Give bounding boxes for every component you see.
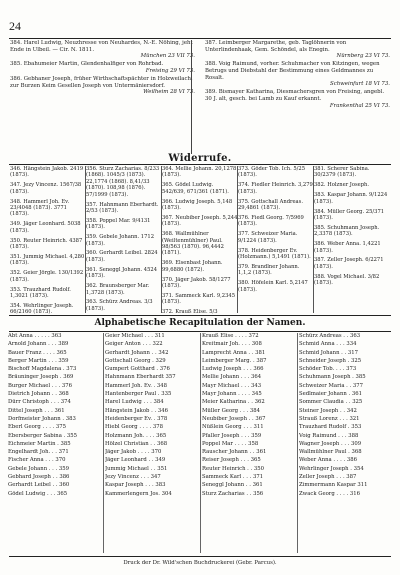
- index-entry: Dürr Christoph . . . 374: [8, 399, 71, 406]
- index-entry: Schmid Johann . . 317: [299, 349, 359, 356]
- index-entry: Sommer Claudia . . 325: [299, 399, 363, 406]
- column-divider: [191, 40, 192, 154]
- widerruf-entry: 371. Sammeck Karl. 9,2345 (1873).: [162, 293, 236, 306]
- widerruf-entry: 377. Schweizer Maria. 9/1224 (1873).: [238, 231, 298, 244]
- widerruf-entry: 372. Krauß Elise. 5/3: [162, 309, 218, 314]
- index-entry: Strauß Lorenz . . . 321: [299, 415, 360, 422]
- index-entry: Reuter Heinrich . . 350: [202, 465, 265, 472]
- index-entry: Nüßlein Georg . . . 311: [202, 424, 264, 431]
- index-entry: Pfaller Joseph . . . 359: [202, 432, 262, 439]
- widerruf-entry: 369. Elsenbast Johann. 99,6880 (1872).: [162, 260, 223, 273]
- index-entry: Trauzhard Rudolf . 353: [299, 424, 362, 431]
- widerruf-entry: 346. Hängstein Jakob. 2419 (1873).: [10, 166, 84, 179]
- widerruf-entry: 387. Zeller Joseph. 6/2271 (1873).: [314, 257, 384, 270]
- widerruf-entry: 386. Weber Anna. 1,4221 (1873).: [314, 241, 381, 254]
- widerruf-entry: 380. Höfelein Karl. 5,2147 (1873).: [238, 280, 308, 293]
- notice-section: [10, 40, 390, 156]
- widerruf-entry: 367. Neubiber Joseph. 5,244 (1873).: [162, 214, 238, 228]
- index-entry: Poppel Mar . . . . 358: [202, 440, 259, 447]
- widerruf-entry: 384. Müller Georg. 25/371 (1873).: [314, 208, 385, 221]
- widerruf-entry: 348. Hammerl Joh. Ev. 23/4048 (1873). 3771 (1873).: [10, 198, 70, 218]
- widerruf-entry: 388. Vogel Michael. 3/82 (1873).: [314, 273, 380, 287]
- widerruf-entry: 379. Brandlner Johann. 1,1,2 (1873).: [238, 263, 300, 277]
- index-entry: Harel Ludwig . . . 384: [105, 399, 164, 406]
- column-divider: [313, 166, 314, 313]
- index-entry: Weber Anna . . . . 386: [299, 457, 357, 464]
- index-entry: Gebele Johann . . . 359: [8, 465, 70, 472]
- index-entry: Ludwig Joseph . . . 366: [202, 366, 264, 373]
- index-entry: Bauer Franz . . . . 365: [8, 349, 67, 356]
- column-divider: [237, 166, 238, 313]
- index-entry: Rauscher Johann . . 361: [202, 449, 267, 456]
- section-rule: [9, 556, 391, 557]
- index-entry: Hölzel Christian . . 368: [105, 440, 168, 447]
- widerruf-entry: 385. Schuhmann Joseph. 2,3378 (1873).: [314, 224, 380, 238]
- index-entry: Bräuninger Joseph . 369: [8, 374, 74, 381]
- index-entry: Zeller Joseph . . . 387: [299, 474, 357, 481]
- index-entry: Dorfmeister Johann . 383: [8, 415, 76, 422]
- index-entry: Holzmann Joh. . . . 365: [105, 432, 167, 439]
- index-entry: Gödel Ludwig . . . 365: [8, 490, 68, 497]
- widerruf-entry: 360. Gerhardt Leibel. 2824 (1873).: [86, 250, 158, 263]
- notice-entry: 388. Voig Raimund, vorher. Schuhmacher von Kitzingen, wegen Betrugs und Diebstahl der Bestimmung eines Geldmannes zu Rosalt. Schweinfurt 18 VI 73.: [205, 61, 390, 88]
- index-entry: Dietrich Johann . . 368: [8, 391, 69, 398]
- index-entry: Gerhardt Johann . . 342: [105, 349, 169, 356]
- index-entry: Heidenberger Ev. . 378: [105, 415, 168, 422]
- widerruf-entry: 373. Göder Tob. Ich. 5/25 (1873).: [238, 166, 306, 179]
- top-rule: [9, 38, 391, 39]
- widerruf-column: [86, 166, 162, 314]
- page-number: 24: [9, 19, 21, 33]
- notice-entry: 387. Leimberger Margarethe, geb. Taglöhnerin von Unterlindenhaak, Gem. Schöndel, als Enegin. Nürnberg 23 VI 73.: [205, 40, 390, 60]
- index-entry: Mellie Johann . . . 364: [202, 374, 262, 381]
- notice-column-left: [10, 40, 195, 98]
- widerruf-entry: 353. Trauzhard Rudolf. 1,3021 (1873).: [10, 286, 71, 299]
- column-divider: [161, 166, 162, 313]
- notice-entry: 385. Ebahumeier Martin, Glendenhalfiger von Rohrbad. Freising 29 VI 73.: [10, 61, 195, 74]
- index-entry: Wehrlinger Joseph . 354: [299, 465, 364, 472]
- index-entry: Hantenberger Paul . 335: [105, 391, 172, 398]
- column-divider: [103, 333, 104, 553]
- widerruf-entry: 381. Scherer Sabina. 30/2379 (1873).: [314, 166, 370, 179]
- widerruf-entry: 357. Hahnmann Eberhardt. 2/53 (1873).: [86, 201, 159, 214]
- index-entry: Geiger Anton . . . 322: [105, 341, 163, 348]
- widerruf-column: [238, 166, 314, 314]
- index-entry: Schweizer Maria . . 377: [299, 382, 364, 389]
- index-entry: Lamprecht Anna . . 381: [202, 349, 266, 356]
- index-entry: Schmid Anna . . . 334: [299, 341, 357, 348]
- index-entry: Jezy Vincenz . . . 347: [105, 474, 161, 481]
- index-entry: Hammerl Joh. Ev. . 348: [105, 382, 168, 389]
- notice-entry: 389. Bismayer Katharina, Diesmachersgren von Freising, angebl. 30 J. alt, gesch. bei Lamb zu Kauf erkannt. Frankenthal 25 VI 73.: [205, 89, 390, 109]
- widerruf-entry: 363. Schürz Andreas. 3/3 (1873).: [86, 299, 153, 312]
- widerruf-entry: 374. Fiedler Heinrich. 3,279 (1873).: [238, 182, 313, 195]
- widerruf-entry: 364. Mellie Johann. 20,1278 (1873).: [162, 166, 237, 179]
- heading-alphabetical-recap: Alphabetische Recapitulation der Namen.: [94, 318, 306, 328]
- index-entry: Engelhardt Joh. . . 371: [8, 449, 69, 456]
- index-entry: Ebersberger Sabina . 355: [8, 432, 78, 439]
- notice-column-right: [205, 40, 390, 111]
- index-entry: Berger Martin . . . 359: [8, 357, 69, 364]
- widerruf-entry: 356. Sturz Zacharias. 8/233 (1868). 1045/3 (1873). 22,1774 (1868). 8,41/33 (1870). 108,98 (1876). 57/1999 (1873).: [86, 166, 160, 198]
- widerruf-entry: 354. Wehrlinger Joseph. 66/2160 (1873).: [10, 302, 74, 314]
- index-entry: Müller Georg . . . 384: [202, 407, 260, 414]
- index-entry: Wallmühlner Paul . 368: [299, 449, 362, 456]
- index-entry: Dittel Joseph . . . 361: [8, 407, 65, 414]
- widerruf-entry: 365. Gödel Ludwig. 542/639, 671/361 (1871).: [162, 182, 229, 195]
- index-entry: Kammerlengern Jos. 304: [105, 490, 172, 497]
- widerruf-column: [314, 166, 390, 314]
- index-entry: Gumpert Gotthard . 376: [105, 366, 170, 373]
- index-entry: Gerhardt Leibel . . 360: [8, 482, 70, 489]
- index-entry: Zwack Georg . . . . 316: [299, 490, 360, 497]
- index-entry: Jäger Jakob . . . . 370: [105, 449, 162, 456]
- index-entry: Voig Raimund . . . 388: [299, 432, 359, 439]
- widerruf-entry: 370. Jäger Jakob. 58/1277 (1873).: [162, 276, 231, 290]
- index-entry: Jummig Michael . . 351: [105, 465, 168, 472]
- printer-imprint: Druck der Dr. Wild'schen Buchdruckerei (Gebr. Parcus).: [123, 560, 277, 566]
- widerruf-entry: 378. Heidenberger Ev. (Holzmann.) 5,1491 (1871).: [238, 247, 311, 260]
- index-entry: Bischoff Magdalena . 373: [8, 366, 77, 373]
- index-entry: Schneider Joseph . 325: [299, 357, 362, 364]
- index-entry: Mayr Michael . . . 343: [202, 382, 262, 389]
- index-entry: Wagner Joseph . . . 309: [299, 440, 362, 447]
- widerruf-entry: 382. Holzner Joseph.: [314, 182, 370, 189]
- index-entry: Abt Anna . . . . . 363: [8, 333, 62, 339]
- index-entry: Arnold Johann . . . 389: [8, 341, 69, 348]
- index-entry: Kaspar Joseph . . . 383: [105, 482, 166, 489]
- notice-entry: 384. Harel Ludwig, Neuzhresse von Neuhardes, N.-E. Nöhing, jeht Ende in Ulbeil. — Cir. N. 1811. München 23 VII 73.: [10, 40, 195, 60]
- index-entry: Eichmeier Martin . 385: [8, 440, 71, 447]
- index-entry: Mayr Johann . . . . 345: [202, 391, 262, 398]
- widerruf-entry: 349. Jäger Leonhard. 5038 (1873).: [10, 221, 81, 234]
- index-entry: Seneggl Johann . . 361: [202, 482, 263, 489]
- index-column: [299, 332, 391, 498]
- column-divider: [200, 333, 201, 553]
- widerruf-entry: 383. Kaspar Johann. 9/1224 (1873).: [314, 192, 388, 205]
- section-rule: [9, 315, 391, 316]
- index-entry: Sedlmaier Johann . 361: [299, 391, 362, 398]
- widerruf-column: [162, 166, 238, 314]
- widerruf-entry: 352. Geier Jörgle. 130/1392 (1873).: [10, 270, 84, 283]
- index-column: [8, 332, 100, 498]
- widerruf-entry: 361. Seneggl Johann. 4524 (1873).: [86, 266, 158, 280]
- index-entry: Zimmermann Kaspar 311: [299, 482, 368, 489]
- index-entry: Sammeck Karl . . . 371: [202, 474, 264, 481]
- widerruf-section: [10, 166, 390, 314]
- index-entry: Gottschall Georg . 329: [105, 357, 166, 364]
- widerruf-entry: 362. Braunsberger Mar. 1,3728 (1873).: [86, 283, 150, 296]
- widerruf-entry: 347. Jezy Vincenz. 1567/38 (1873).: [10, 182, 82, 195]
- index-entry: Schürz Andreas . . 363: [299, 333, 361, 339]
- index-entry: Burger Michael . . . 376: [8, 382, 72, 389]
- index-entry: Steiner Joseph . . 342: [299, 407, 357, 414]
- index-entry: Sturz Zacharias . . 356: [202, 490, 264, 497]
- notice-entry: 386. Gebhaner Joseph, früher Wirthschaftspächter in Holzweilach, zur Burzen Keim Gesellen Joseph von Untermäniersdorf. Weilheim 28 VI 73.: [10, 76, 195, 96]
- index-entry: Geier Michael . . . 311: [105, 333, 165, 339]
- index-entry: Eberl Georg . . . . 375: [8, 424, 67, 431]
- index-column: [105, 332, 197, 498]
- column-divider: [297, 333, 298, 553]
- index-entry: Hiebl Georg . . . . 378: [105, 424, 163, 431]
- section-rule: [9, 164, 391, 165]
- index-entry: Gebhard Joseph . . 386: [8, 474, 70, 481]
- index-entry: Fischer Anna . . . 370: [8, 457, 66, 464]
- widerruf-entry: 351. Jummig Michael. 4,280 (1873).: [10, 253, 85, 267]
- widerruf-entry: 358. Poppel Mar. 9/4131 (1873).: [86, 217, 151, 231]
- column-divider: [85, 166, 86, 313]
- index-entry: Kreitmair Joh. . . . 308: [202, 341, 262, 348]
- widerruf-entry: 359. Gebele Johann. 1712 (1873).: [86, 234, 154, 247]
- widerruf-entry: 350. Reuter Heinrich. 4387 (1873).: [10, 237, 83, 251]
- heading-widerruf: Widerrufe.: [168, 153, 232, 164]
- index-entry: Jäger Leonhard . . 349: [105, 457, 166, 464]
- index-entry: Krauß Elise . . . . 372: [202, 333, 259, 339]
- widerruf-entry: 375. Gottschall Andreas. 29,4861 (1873).: [238, 198, 303, 212]
- index-entry: Schöder Tob. . . . 373: [299, 366, 357, 373]
- widerruf-column: [10, 166, 86, 314]
- index-entry: Meier Katharina . . 362: [202, 399, 265, 406]
- index-entry: Leimberger Marg. . 387: [202, 357, 267, 364]
- widerruf-entry: 368. Wallmühlner (Weiltenmühlner) Paul. 98/563 (1870). 96,4442 (1871).: [162, 231, 224, 257]
- index-entry: Neubiber Joseph . . 367: [202, 415, 266, 422]
- index-entry: Schuhmann Joseph . 385: [299, 374, 366, 381]
- index-entry: Hängstein Jakob . . 346: [105, 407, 168, 414]
- widerruf-entry: 366. Ludwig Joseph. 5,148 (1873).: [162, 198, 233, 212]
- index-column: [202, 332, 294, 498]
- index-entry: Reiser Joseph . . . 365: [202, 457, 261, 464]
- widerruf-entry: 376. Fiedl Georg. 7/5969 (1873).: [238, 214, 304, 228]
- index-entry: Hahnmann Eberhardt 357: [105, 374, 176, 381]
